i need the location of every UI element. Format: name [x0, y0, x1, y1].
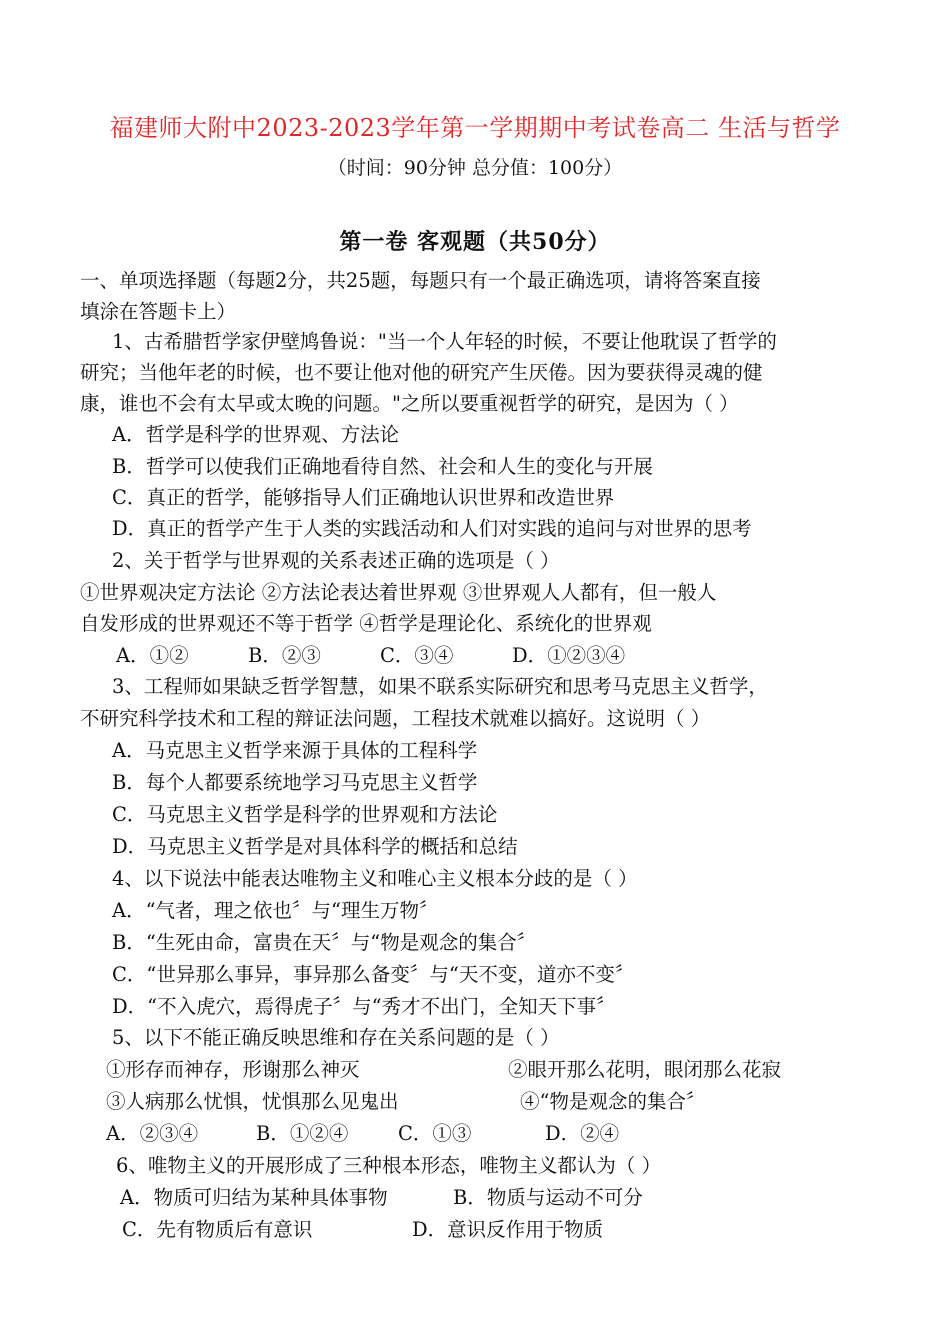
q5-statements-row-2: [0, 1087, 950, 1117]
q1-option-d: D．真正的哲学产生于人类的实践活动和人们对实践的追问与对世界的思考: [112, 517, 752, 540]
q6-option-a: A．物质可归结为某种具体事物: [120, 1186, 388, 1209]
q2-statements-line-2: 自发形成的世界观还不等于哲学 ④哲学是理论化、系统化的世界观: [80, 612, 652, 635]
q5-option-a: A．②③④: [106, 1122, 199, 1145]
q2-option-b: B．②③: [248, 644, 321, 667]
q6-option-d: D．意识反作用于物质: [412, 1218, 604, 1241]
q4-option-c: C．“世异那么事异，事异那么备变〞与“天不变，道亦不变〞: [112, 963, 635, 986]
q1-stem-line-3: 康，谁也不会有太早或太晚的问题。"之所以要重视哲学的研究，是因为（ ）: [80, 392, 739, 415]
q4-option-d: D．“不入虎穴，焉得虎子〞与“秀才不出门，全知天下事〞: [112, 995, 616, 1018]
instructions-line-1: 一、单项选择题（每题2分，共25题，每题只有一个最正确选项，请将答案直接: [80, 269, 761, 292]
q4-stem: 4、以下说法中能表达唯物主义和唯心主义根本分歧的是（ ）: [112, 867, 638, 890]
q3-stem-line-1: 3、工程师如果缺乏哲学智慧，如果不联系实际研究和思考马克思主义哲学，: [112, 675, 768, 698]
q5-option-b: B．①②④: [256, 1122, 349, 1145]
q5-option-d: D．②④: [545, 1122, 620, 1145]
q4-option-b: B．“生死由命，富贵在天〞与“物是观念的集合〞: [112, 931, 537, 954]
q5-stem: 5、以下不能正确反映思维和存在关系问题的是（ ）: [112, 1026, 560, 1049]
section-title: 第一卷 客观题（共50分）: [339, 229, 611, 255]
q5-statement-3: ③人病那么忧惧，忧惧那么见鬼出: [106, 1090, 399, 1113]
q3-option-b: B．每个人都要系统地学习马克思主义哲学: [112, 771, 478, 794]
q5-statements-row-1: [0, 1055, 950, 1085]
q3-option-a: A．马克思主义哲学来源于具体的工程科学: [112, 739, 478, 762]
q2-option-c: C．③④: [380, 644, 454, 667]
q3-option-d: D．马克思主义哲学是对具体科学的概括和总结: [112, 835, 518, 858]
q3-option-c: C．马克思主义哲学是科学的世界观和方法论: [112, 803, 498, 826]
q2-statements-line-1: ①世界观决定方法论 ②方法论表达着世界观 ③世界观人人都有，但一般人: [80, 581, 717, 604]
q5-options-row: [0, 1119, 950, 1149]
q6-option-b: B．物质与运动不可分: [453, 1186, 643, 1209]
q1-option-a: A．哲学是科学的世界观、方法论: [112, 423, 400, 446]
q1-stem-line-1: 1、古希腊哲学家伊壁鸠鲁说："当一个人年轻的时候，不要让他耽误了哲学的: [112, 330, 777, 353]
q1-option-c: C．真正的哲学，能够指导人们正确地认识世界和改造世界: [112, 486, 615, 509]
q2-options-row: [0, 641, 950, 671]
q5-statement-1: ①形存而神存，形谢那么神灭: [106, 1058, 360, 1081]
q5-statement-4: ④“物是观念的集合〞: [520, 1090, 706, 1113]
q6-option-c: C．先有物质后有意识: [122, 1218, 313, 1241]
exam-subtitle: （时间：90分钟 总分值：100分）: [327, 157, 623, 179]
q5-option-c: C．①③: [398, 1122, 472, 1145]
q1-stem-line-2: 研究；当他年老的时候，也不要让他对他的研究产生厌倦。因为要获得灵魂的健: [80, 361, 763, 384]
q6-stem: 6、唯物主义的开展形成了三种根本形态，唯物主义都认为（ ）: [116, 1154, 662, 1177]
q2-option-a: A．①②: [116, 644, 189, 667]
q6-options-row-1: [0, 1183, 950, 1213]
q2-stem: 2、关于哲学与世界观的关系表述正确的选项是（ ）: [112, 549, 560, 572]
instructions-line-2: 填涂在答题卡上）: [80, 300, 237, 323]
q1-option-b: B．哲学可以使我们正确地看待自然、社会和人生的变化与开展: [112, 455, 653, 478]
q5-statement-2: ②眼开那么花明，眼闭那么花寂: [508, 1058, 782, 1081]
q4-option-a: A．“气者，理之依也〞与“理生万物〞: [112, 899, 439, 922]
q3-stem-line-2: 不研究科学技术和工程的辩证法问题，工程技术就难以搞好。这说明（ ）: [80, 707, 711, 730]
exam-title: 福建师大附中2023-2023学年第一学期期中考试卷高二 生活与哲学: [109, 114, 841, 142]
q2-option-d: D．①②③④: [512, 644, 626, 667]
q6-options-row-2: [0, 1215, 950, 1245]
